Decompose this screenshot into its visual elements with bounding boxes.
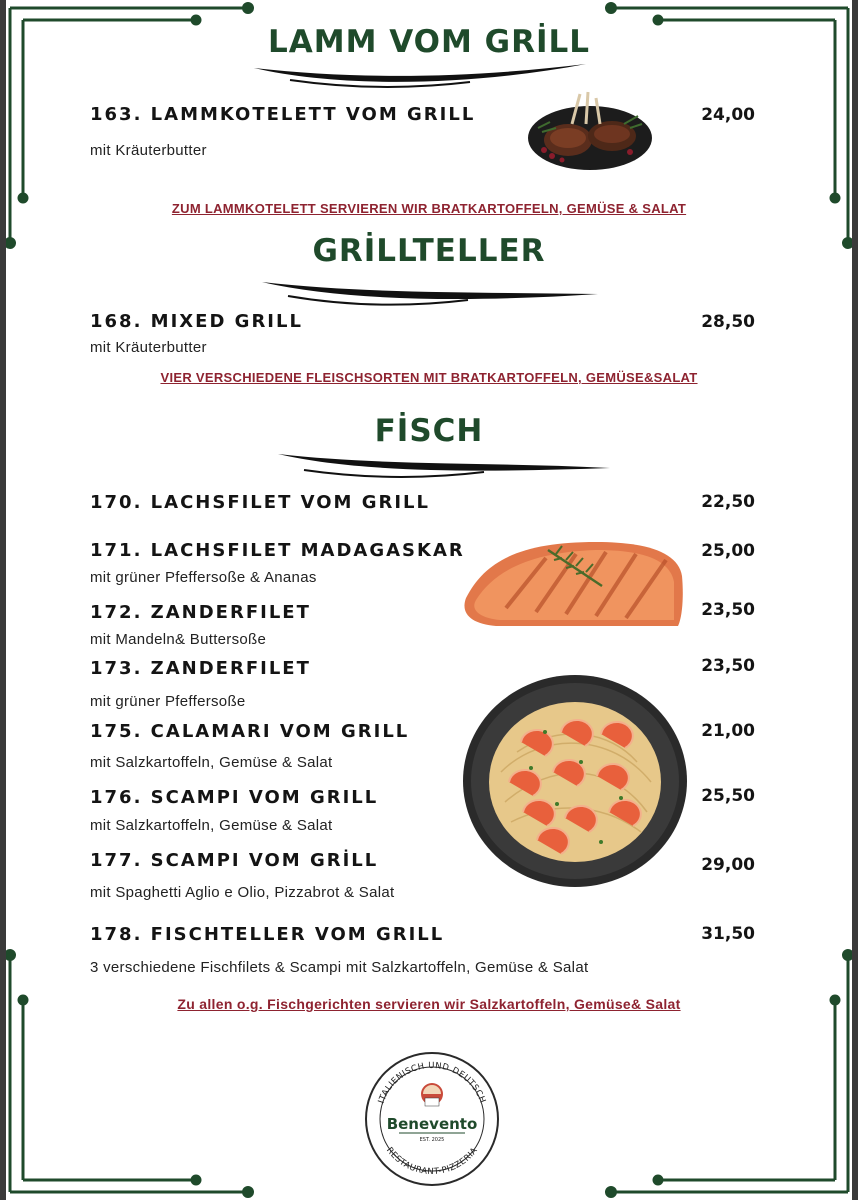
menu-item-name: 163. LAMMKOTELETT VOM GRILL [90,104,476,125]
menu-item-price: 25,50 [701,786,755,806]
menu-page [6,0,852,1200]
menu-item-name: 173. ZANDERFILET [90,658,311,679]
menu-item-name: 172. ZANDERFILET [90,602,311,623]
menu-item-desc: mit Salzkartoffeln, Gemüse & Salat [90,754,333,771]
menu-item-desc: mit grüner Pfeffersoße [90,693,246,710]
menu-item-price: 29,00 [701,855,755,875]
menu-item-name: 175. CALAMARI VOM GRILL [90,721,410,742]
menu-item-name: 171. LACHSFILET MADAGASKAR [90,540,465,561]
menu-item-price: 24,00 [701,105,755,125]
menu-item-name: 178. FISCHTELLER VOM GRILL [90,924,445,945]
menu-item-name: 168. MIXED GRILL [90,311,303,332]
shrimp-pasta-image [461,672,689,890]
section-title-grillteller: GRİLLTELLER [312,233,546,269]
menu-item-desc: mit grüner Pfeffersoße & Ananas [90,569,317,586]
menu-item-price: 25,00 [701,541,755,561]
menu-item-desc: mit Salzkartoffeln, Gemüse & Salat [90,817,333,834]
menu-item-desc: mit Kräuterbutter [90,142,207,159]
salmon-fillet-image [456,538,686,630]
menu-item-desc: mit Spaghetti Aglio e Olio, Pizzabrot & Salat [90,884,395,901]
logo-name: Benevento [386,1115,478,1133]
side-dish-note: ZUM LAMMKOTELETT SERVIEREN WIR BRATKARTOFFELN, GEMÜSE & SALAT [171,201,687,216]
lamb-chops-image [528,88,652,172]
logo-arc-top-text: ITALIENISCH UND DEUTSCH [376,1060,488,1105]
swoosh-divider [258,272,602,308]
menu-item-price: 31,50 [701,924,755,944]
menu-item-name: 177. SCAMPI VOM GRİLL [90,850,379,871]
logo-arc-bottom-text: RESTAURANT-PIZZERIA [384,1145,480,1178]
section-title-lamm: LAMM VOM GRİLL [267,24,591,60]
menu-item-desc: mit Mandeln& Buttersoße [90,631,267,648]
benevento-logo [363,1050,501,1188]
logo-est: EST. 2025 [419,1137,445,1143]
menu-item-price: 28,50 [701,312,755,332]
menu-item-name: 170. LACHSFILET VOM GRILL [90,492,430,513]
menu-item-price: 22,50 [701,492,755,512]
swoosh-divider [274,448,614,484]
section-title-fisch: FİSCH [374,413,484,449]
menu-item-desc: 3 verschiedene Fischfilets & Scampi mit Salzkartoffeln, Gemüse & Salat [90,959,589,976]
menu-item-name: 176. SCAMPI VOM GRILL [90,787,379,808]
menu-item-price: 21,00 [701,721,755,741]
side-dish-note: VIER VERSCHIEDENE FLEISCHSORTEN MIT BRATKARTOFFELN, GEMÜSE&SALAT [160,370,698,385]
side-dish-note: Zu allen o.g. Fischgerichten servieren wir Salzkartoffeln, Gemüse& Salat [177,996,681,1012]
swoosh-divider [250,60,590,90]
menu-item-desc: mit Kräuterbutter [90,339,207,356]
menu-item-price: 23,50 [701,600,755,620]
menu-item-price: 23,50 [701,656,755,676]
